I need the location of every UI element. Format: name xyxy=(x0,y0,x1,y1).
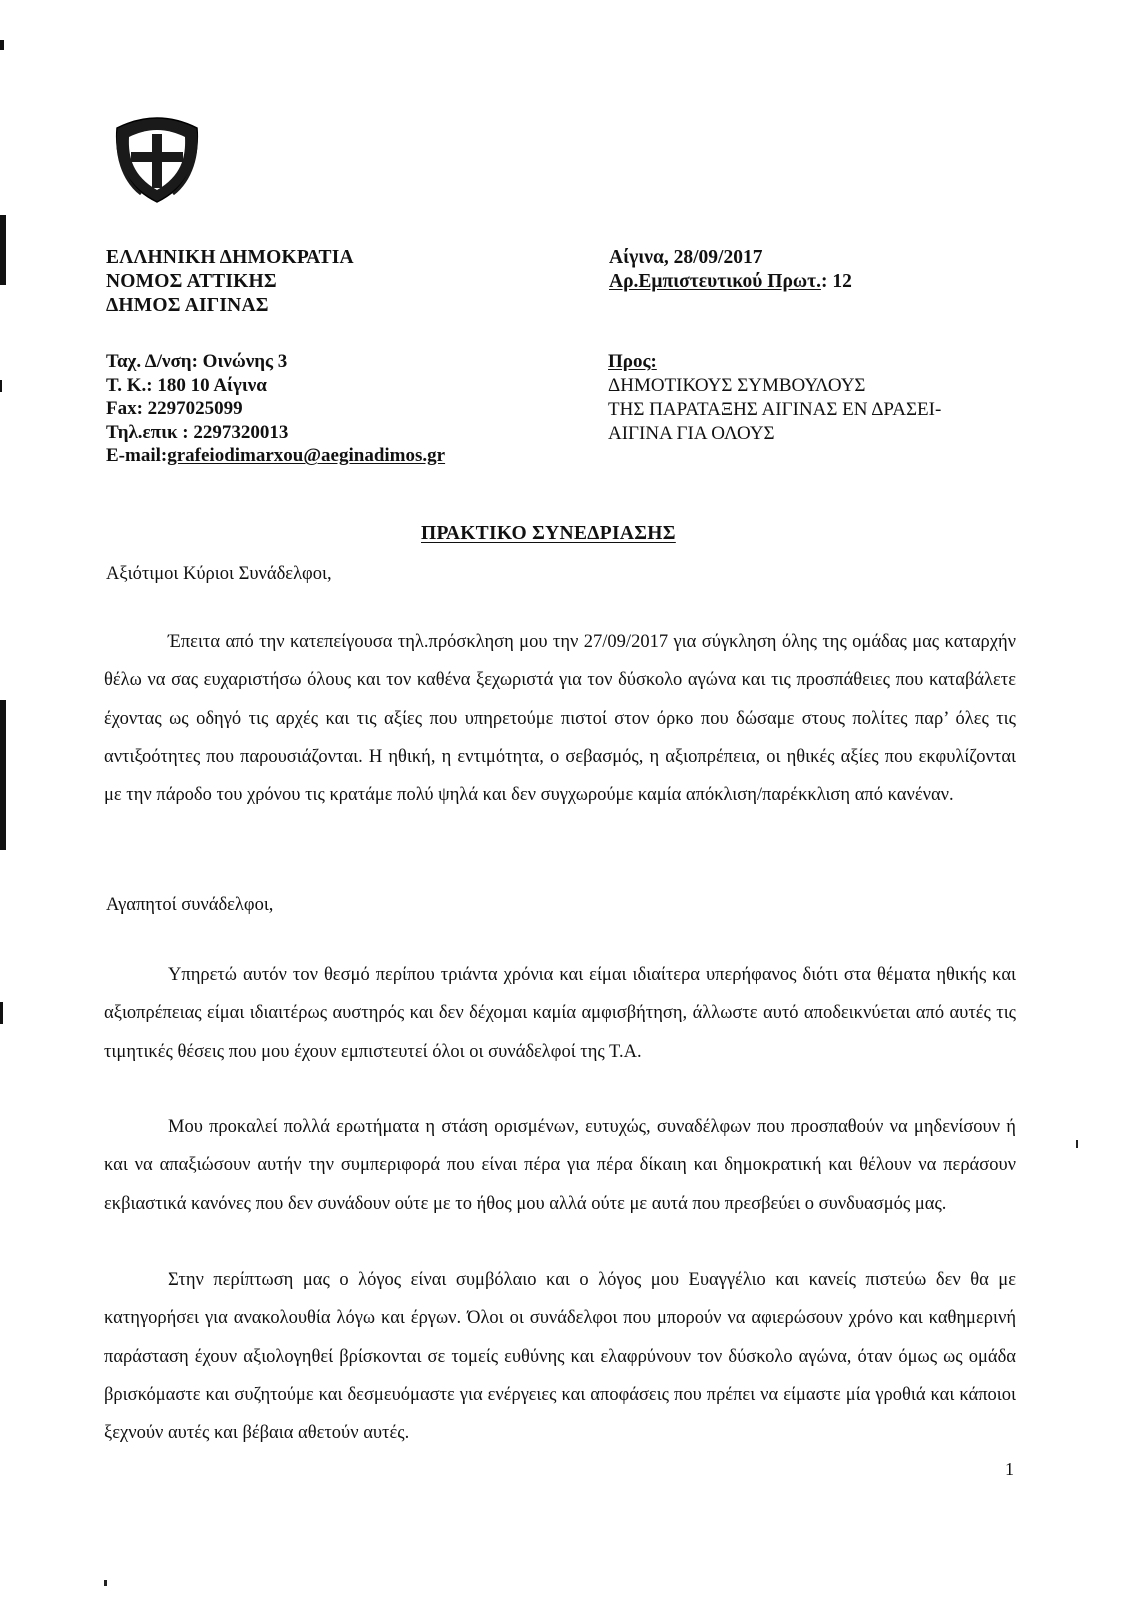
salutation-first: Αξιότιμοι Κύριοι Συνάδελφοι, xyxy=(106,564,332,584)
address-line: Ταχ. Δ/νση: Οινώνης 3 xyxy=(106,351,288,372)
coat-of-arms-emblem xyxy=(111,114,203,206)
email-line xyxy=(106,444,445,468)
recipient-line: ΤΗΣ ΠΑΡΑΤΑΞΗΣ ΑΙΓΙΝΑΣ ΕΝ ΔΡΑΣΕΙ- xyxy=(608,399,942,420)
scan-edge-artifact xyxy=(0,0,10,1600)
country-name: ΕΛΛΗΝΙΚΗ ΔΗΜΟΚΡΑΤΙΑ xyxy=(106,247,354,268)
protocol-number: : 12 xyxy=(821,271,852,292)
scan-speck xyxy=(1076,1140,1078,1148)
email-address: grafeiodimarxou@aeginadimos.gr xyxy=(167,445,446,466)
recipient-line: ΔΗΜΟΤΙΚΟΥΣ ΣΥΜΒΟΥΛΟΥΣ xyxy=(608,375,866,396)
contact-block xyxy=(106,350,445,468)
scan-speck xyxy=(104,1580,107,1586)
recipients-label: Προς: xyxy=(608,351,657,372)
email-label: E-mail: xyxy=(106,445,168,466)
prefecture-name: ΝΟΜΟΣ ΑΤΤΙΚΗΣ xyxy=(106,271,277,292)
document-title: ΠΡΑΚΤΙΚΟ ΣΥΝΕΔΡΙΑΣΗΣ xyxy=(421,523,676,544)
postal-code-line: Τ. Κ.: 180 10 Αίγινα xyxy=(106,374,267,396)
body-paragraph: Έπειτα από την κατεπείγουσα τηλ.πρόσκληση μου την 27/09/2017 για σύγκληση όλης της ομάδας μας καταρχήν θέλω να σας ευχαριστήσω όλους και τον καθένα ξεχωριστά για τον δύσκολο αγώνα και τις προσπάθειες που καταβάλετε έχοντας ως οδηγό τις αρχές και τις αξίες που υπηρετούμε πιστοί στον όρκο που δώσαμε στους πολίτες παρ’ όλες τις αντιξοότητες που παρουσιάζονται. Η ηθική, η εντιμότητα, ο σεβασμός, η αξιοπρέπεια, οι ηθικές αξίες που εκφυλίζονται με την πάροδο του χρόνου τις κρατάμε πολύ ψηλά και δεν συγχωρούμε καμία απόκλιση/παρέκκλιση από κανέναν. xyxy=(104,632,1016,806)
body-paragraph: Μου προκαλεί πολλά ερωτήματα η στάση ορισμένων, ευτυχώς, συναδέλφων που προσπαθούν να μηδενίσουν ή και να απαξιώσουν αυτήν την συμπεριφορά που είναι πέρα για πέρα δίκαιη και δημοκρατική και θέλουν να περάσουν εκβιαστικά κανόνες που δεν συνάδουν ούτε με το ήθος μου αλλά ούτε με αυτά που πρεσβεύει ο συνδυασμός μας. xyxy=(104,1117,1016,1214)
issuer-header xyxy=(106,246,354,318)
reference-block xyxy=(609,246,852,294)
phone-line: Τηλ.επικ : 2297320013 xyxy=(106,421,289,443)
fax-line: Fax: 2297025099 xyxy=(106,398,243,419)
recipient-line: ΑΙΓΙΝΑ ΓΙΑ ΟΛΟΥΣ xyxy=(608,423,775,444)
body-paragraph: Στην περίπτωση μας ο λόγος είναι συμβόλαιο και ο λόγος μου Ευαγγέλιο και κανείς πιστεύω δεν θα με κατηγορήσει για ανακολουθία λόγω και έργων. Όλοι οι συνάδελφοι που μπορούν να αφιερώσουν χρόνο και καθημερινή παράσταση έχουν αξιολογηθεί βρίσκονται σε τομείς ευθύνης και ελαφρύνουν τον δύσκολο αγώνα, όταν όμως ως ομάδα βρισκόμαστε και συζητούμε και δεσμευόμαστε για ενέργειες και αποφάσεις που πρέπει να είμαστε μία γροθιά και κάποιοι ξεχνούν αυτές και βέβαια αθετούν αυτές. xyxy=(104,1270,1016,1444)
recipients-block xyxy=(608,350,941,446)
salutation-second: Αγαπητοί συνάδελφοι, xyxy=(106,895,274,915)
page-number: 1 xyxy=(1005,1459,1014,1479)
protocol-label: Αρ.Εμπιστευτικού Πρωτ. xyxy=(609,271,821,292)
protocol-line xyxy=(609,270,852,294)
place-date: Αίγινα, 28/09/2017 xyxy=(609,247,763,268)
municipality-name: ΔΗΜΟΣ ΑΙΓΙΝΑΣ xyxy=(106,295,269,316)
body-paragraph: Υπηρετώ αυτόν τον θεσμό περίπου τριάντα χρόνια και είμαι ιδιαίτερα υπερήφανος διότι στα θέματα ηθικής και αξιοπρέπειας είμαι ιδιαιτέρως αυστηρός και δεν δέχομαι καμία αμφισβήτηση, άλλωστε αυτό αποδεικνύεται από αυτές τις τιμητικές θέσεις που μου έχουν εμπιστευτεί όλοι οι συνάδελφοί της Τ.Α. xyxy=(104,965,1016,1062)
